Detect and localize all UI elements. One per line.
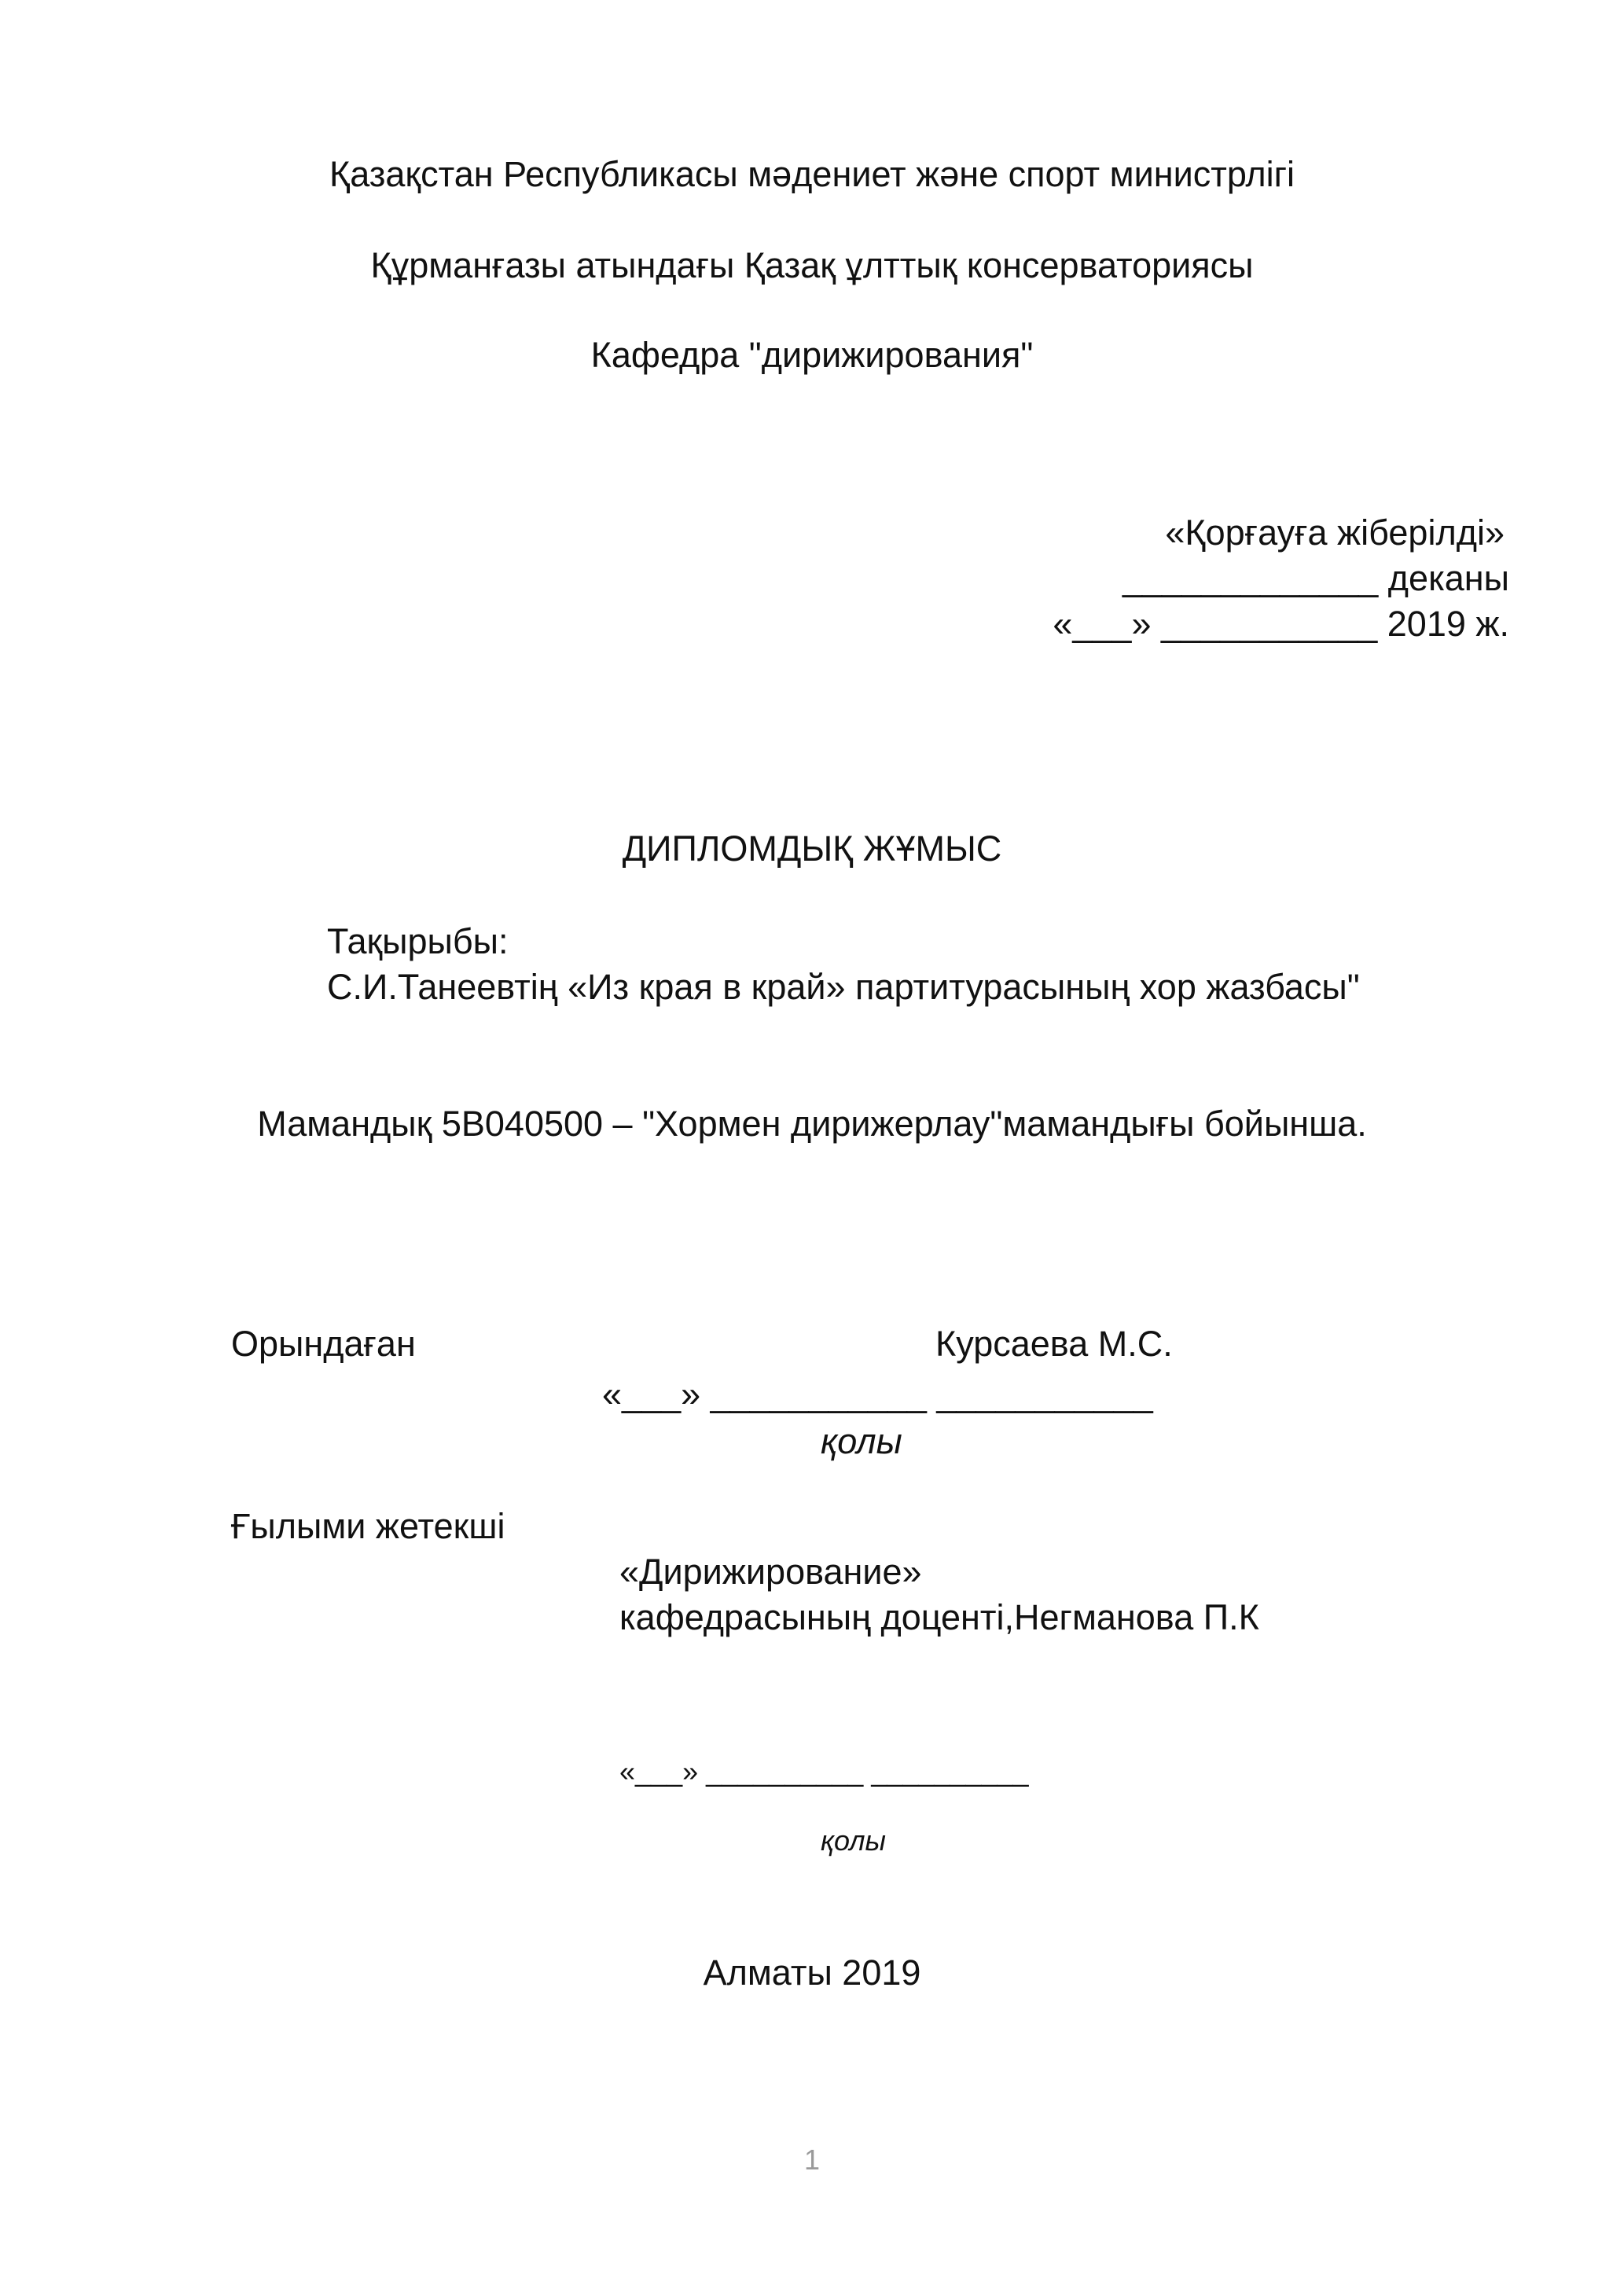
performer-name: Курсаева М.С.	[935, 1324, 1173, 1364]
approval-status: «Қорғауға жіберілді»	[1165, 512, 1505, 553]
supervisor-name: кафедрасының доценті,Негманова П.К	[619, 1597, 1259, 1637]
supervisor-signature-line: «___» __________ __________	[619, 1755, 1029, 1787]
supervisor-label: Ғылыми жетекші	[231, 1506, 505, 1546]
topic-text: С.И.Танеевтің «Из края в край» партитурасының хор жазбасы"	[327, 967, 1360, 1007]
work-title: ДИПЛОМДЫҚ ЖҰМЫС	[622, 828, 1002, 869]
performer-signature-caption: қолы	[821, 1421, 902, 1461]
performer-signature-line: «___» ___________ ___________	[602, 1374, 1153, 1414]
performer-label: Орындаған	[231, 1324, 416, 1364]
page-number: 1	[803, 2144, 821, 2176]
conservatory-heading: Құрманғазы атындағы Қазақ ұлттық консерваториясы	[370, 245, 1254, 285]
approval-date-line: «___» ___________ 2019 ж.	[1053, 604, 1509, 644]
specialty-line: Мамандық 5В040500 – "Хормен дирижерлау"мамандығы бойынша.	[257, 1104, 1367, 1144]
topic-label: Тақырыбы:	[327, 921, 509, 961]
department-heading: Кафедра "дирижирования"	[590, 335, 1034, 375]
supervisor-signature-caption: қолы	[821, 1824, 887, 1857]
city-year: Алматы 2019	[703, 1953, 921, 1993]
approval-dean-line: _____________ деканы	[1122, 558, 1509, 598]
supervisor-department: «Дирижирование»	[619, 1552, 922, 1592]
ministry-heading: Қазақстан Республикасы мәдениет және спорт министрлігі	[329, 154, 1295, 194]
